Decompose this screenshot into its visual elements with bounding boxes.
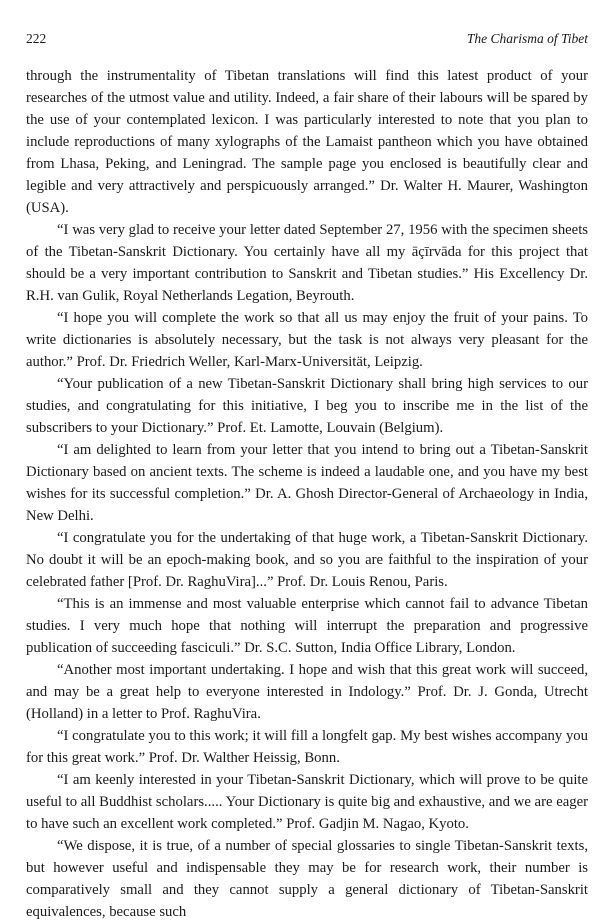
quote-paragraph: “Your publication of a new Tibetan-Sanskrit Dictionary shall bring high services to our studies, and congratulating for this initiative, I beg you to inscribe me in the list of the subscribers to your Dictionary.” Prof. Et. Lamotte, Louvain (Belgium). — [26, 376, 588, 436]
quote-paragraph: “Another most important undertaking. I hope and wish that this great work will succeed, and may be a great help to everyone interested in Indology.” Prof. Dr. J. Gonda, Utrecht (Holland) in a letter to Prof. RaghuVira. — [26, 662, 588, 722]
quote-paragraph: “I am keenly interested in your Tibetan-Sanskrit Dictionary, which will prove to be quite useful to all Buddhist scholars..... Your Dictionary is quite big and exhaustive, and we are eager to have such an excellent work completed.” Prof. Gadjin M. Nagao, Kyoto. — [26, 772, 588, 832]
quote-paragraph: “I was very glad to receive your letter dated September 27, 1956 with the specimen sheets of the Tibetan-Sanskrit Dictionary. You certainly have all my āçīrvāda for this project that should be a very important contribution to Sanskrit and Tibetan studies.” His Excellency Dr. R.H. van Gulik, Royal Netherlands Legation, Beyrouth. — [26, 222, 588, 304]
quote-paragraph: “This is an immense and most valuable enterprise which cannot fail to advance Tibetan studies. I very much hope that nothing will interrupt the preparation and progressive publication of succeeding fasciculi.” Dr. S.C. Sutton, India Office Library, London. — [26, 596, 588, 656]
running-title: The Charisma of Tibet — [466, 31, 588, 46]
quote-paragraph: “I congratulate you for the undertaking of that huge work, a Tibetan-Sanskrit Dictionary. No doubt it will be an epoch-making book, and so you are faithful to the inspiration of your celebrated father [Prof. Dr. RaghuVira]...” Prof. Dr. Louis Renou, Paris. — [26, 530, 588, 590]
paragraph-continuation: through the instrumentality of Tibetan translations will find this latest product of your researches of the utmost value and utility. Indeed, a fair share of their labours will be spared by the use of your contemplated lexicon. I was particularly interested to note that you plan to include reproductions of many xylographs of the Lamaist pantheon which you have obtained from Lhasa, Peking, and Leningrad. The sample page you enclosed is beautifully clear and legible and very attractively and perspicuously arranged.” Dr. Walter H. Maurer, Washington (USA). — [26, 68, 588, 216]
page-number: 222 — [26, 31, 47, 46]
quote-paragraph: “I congratulate you to this work; it will fill a longfelt gap. My best wishes accompany you for this great work.” Prof. Dr. Walther Heissig, Bonn. — [26, 728, 588, 766]
quote-paragraph: “We dispose, it is true, of a number of special glossaries to single Tibetan-Sanskrit texts, but however useful and indispensable they may be for research work, their number is comparatively small and they cannot supply a general dictionary of Tibetan-Sanskrit equivalences, because such — [26, 838, 588, 920]
quote-paragraph: “I am delighted to learn from your letter that you intend to bring out a Tibetan-Sanskrit Dictionary based on ancient texts. The scheme is indeed a laudable one, and you have my best wishes for its successful completion.” Dr. A. Ghosh Director-General of Archaeology in India, New Delhi. — [26, 442, 588, 524]
page-header — [26, 31, 588, 49]
quote-paragraph: “I hope you will complete the work so that all us may enjoy the fruit of your pains. To write dictionaries is absolutely necessary, but the task is not always very pleasant for the author.” Prof. Dr. Friedrich Weller, Karl-Marx-Universität, Leipzig. — [26, 310, 588, 370]
body-text — [26, 65, 588, 923]
